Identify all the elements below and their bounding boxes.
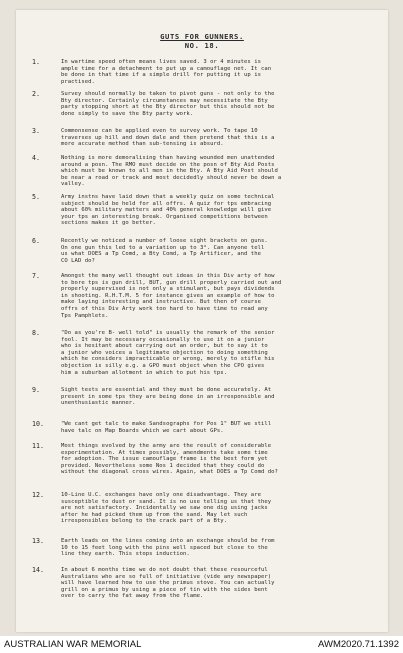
text-line: Earth leads on the lines coming into an exchange should be from [61,538,275,544]
accession-number: AWM2020.71.1392 [318,639,399,650]
text-line: will have learned how to use the primus stove. You can actually [61,580,275,587]
text-line: Amongst the many well thought out ideas in this Div arty of how [61,273,275,279]
paragraph-number: 12. [32,491,44,499]
text-line: more accurate method than sub-tensing is absurd. [61,141,224,148]
paragraph-number: 6. [32,237,40,245]
paragraph-text [61,421,376,434]
text-line: a junior who voices a legitimate objection to doing something [61,349,268,356]
text-line: be done in that time if a simple drill for putting it up is [61,72,261,79]
paragraph-text [61,387,376,407]
text-line: which must be known to all men in the Bty. A Bty Aid Post should [61,168,278,175]
paragraph-text [61,59,376,85]
paragraph-text [61,538,376,558]
paragraph-number: 3. [32,127,40,135]
text-line: who is hesitant about carrying out an order, but to say it to [61,343,268,350]
text-line: Tps Pamphlets. [61,312,109,319]
text-line: him a suburban allotment in which to put his tps. [61,369,228,376]
text-line: after he had picked them up from the sand. May let such [61,511,248,518]
text-line: be near a road or track and most decidedly should never be down a [61,174,282,181]
paragraph-text [61,567,376,600]
text-line: properly supervised is not only a stimulant, but pays dividends [61,286,275,293]
text-line: your tps an interesting break. Organised competitions between [61,213,268,220]
text-line: to bore tps is gun drill, BUT, gun drill properly carried out and [61,279,282,286]
institution-label: AUSTRALIAN WAR MEMORIAL [4,639,142,650]
text-line: us what DOES a Tp Comd, a Bty Comd, a Tp Artificer, and the [61,251,261,258]
text-line: sections makes it go better. [61,220,156,227]
text-line: present in some tps they are being done in an irresponsible and [61,393,275,400]
paragraph-text [61,238,376,264]
text-line: Bty director. Certainly circumstances may necessitate the Bty [61,97,268,104]
paragraph-text [61,194,376,227]
paragraph-number: 11. [32,442,44,450]
text-line: about 60% military matters and 40% general knowledge will give [61,207,272,214]
text-line: make laying interesting and instructive. But then of course [61,299,261,306]
document-page [16,10,388,632]
text-line: over to carry the fat away from the flame. [61,593,204,600]
paragraph-number: 13. [32,537,44,545]
text-line: without the diagonal cross wires. Again, what DOES a Tp Comd do? [61,469,278,476]
text-line: susceptible to dust or sand. It is no use telling us that they [61,498,272,505]
paragraph-text [61,330,376,376]
text-line: in shooting. R.H.T.M. 5 for instance gives an example of how to [61,292,275,299]
paragraph-number: 7. [32,272,40,280]
text-line: have talc on Map Boards which we cart about GPs. [61,427,224,434]
text-line: done simply to save the Bty party work. [61,110,194,117]
text-line: Recently we noticed a number of loose sight brackets on guns. [61,238,268,244]
text-line: are not satisfactory. Incidentally we saw one dig using jacks [61,505,268,512]
text-line: On one gun this led to a variation up to 3°. Can anyone tell [61,244,265,251]
paragraph-text [61,155,376,188]
text-line: Australians who are so full of initiative (vide any newspaper) [61,573,272,580]
text-line: Commonsense can be applied even to survey work. To tape 10 [61,128,258,134]
text-line: unenthusiastic manner. [61,400,136,407]
text-line: ample time for a detachment to put up a camouflage net. It can [61,65,272,72]
text-line: "We cant get talc to make Sandsographs for Pos 1" BUT we still [61,421,272,427]
document-title: GUTS FOR GUNNERS. [160,32,244,41]
text-line: fool. It may be necessary occasionally to use it on a junior [61,336,265,343]
caption-bar [0,636,403,653]
document-body [16,10,388,632]
text-line: which he considers impracticable or wrong, merely to stifle his [61,356,275,363]
paragraph-number: 5. [32,193,40,201]
text-line: irresponsibles belong to the crack part of a Bty. [61,518,228,525]
text-line: around a posn. The RMO must decide on the posn of Bty Aid Posts [61,161,275,168]
text-line: traverses up hill and down dale and then pretend that this is a [61,134,275,141]
text-line: subject should be held for all offrs. A quiz for tps embracing [61,200,272,207]
text-line: line they earth. This stops induction. [61,551,190,558]
text-line: grill on a primus by using a piece of tin with the sides bent [61,586,268,593]
text-line: for adoption. The issue camouflage frame is the best form yet [61,456,268,463]
text-line: "Do as you're B- well told" is usually the remark of the senior [61,330,275,336]
text-line: party stopping short at the Bty director but this should not be [61,104,275,111]
text-line: Army instns have laid down that a weekly quiz on some technical [61,194,275,200]
paragraph-number: 9. [32,386,40,394]
text-line: In wartime speed often means lives saved. 3 or 4 minutes is [61,59,261,65]
paragraph-number: 10. [32,420,44,428]
paragraph-number: 8. [32,329,40,337]
text-line: offrs of this Div Arty work too hard to have time to read any [61,305,268,312]
document-number: NO. 18. [184,41,220,50]
text-line: Survey should normally be taken to pivot guns - not only to the [61,91,275,97]
text-line: objection is silly e.g. a GPO must object when the CPO gives [61,362,265,369]
text-line: In about 6 months time we do not doubt that these resourceful [61,567,268,573]
text-line: provided. Nevertheless some Nos 1 decided that they could do [61,462,265,469]
paragraph-number: 1. [32,58,40,66]
text-line: Nothing is more demoralising than having wounded men unattended [61,155,275,161]
text-line: experimentation. At times possibly, amendments take some time [61,449,268,456]
text-line: 10 to 15 feet long with the pins well spaced but close to the [61,544,268,551]
text-line: 10-Line U.C. exchanges have only one disadvantage. They are [61,492,261,498]
text-line: practised. [61,78,95,85]
text-line: Sight tests are essential and they must be done accurately. At [61,387,272,393]
paragraph-number: 14. [32,566,44,574]
text-line: valley. [61,181,85,188]
paragraph-text [61,128,376,148]
paragraph-text [61,273,376,319]
paragraph-number: 4. [32,154,40,162]
paragraph-text [61,443,376,476]
text-line: CO LAD do? [61,257,95,264]
paragraph-number: 2. [32,90,40,98]
paragraph-text [61,492,376,525]
paragraph-text [61,91,376,117]
text-line: Most things evolved by the army are the result of considerable [61,443,272,449]
